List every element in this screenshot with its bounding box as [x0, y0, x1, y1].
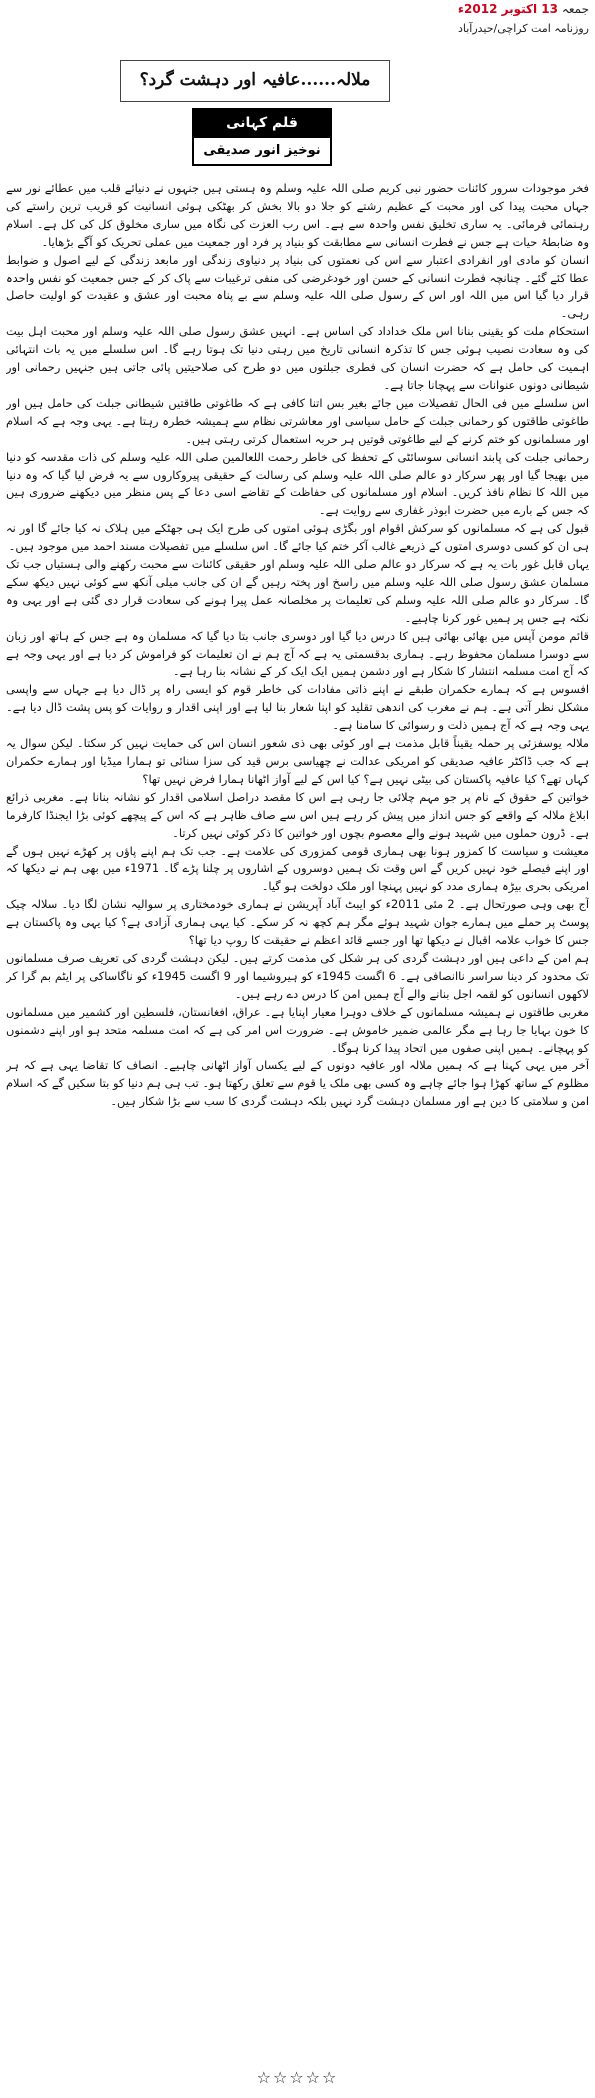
paragraph: انسان کو مادی اور انفرادی اعتبار سے اس کی نعمتوں کی بنیاد پر دنیاوی زندگی اور مابعد زندگی کے لیے اصول و ضوابط عطا کئے گئے۔ چنانچہ فطرت انسانی کے حسن اور خودغرضی کی منفی ترغیبات سے پاک کر کے جس جمعیت کو نفس واحدہ قرار دیا گیا اس میں اللہ اور اس کے رسول صلی اللہ علیہ وسلم سے بے پناہ محبت اور عشق و عقیدت کو اولیت حاصل رہی۔	[6, 252, 589, 321]
paragraph: ملالہ یوسفزئی پر حملہ یقیناً قابل مذمت ہے اور کوئی بھی ذی شعور انسان اس کی حمایت نہیں کر سکتا۔ لیکن سوال یہ ہے کہ جب ڈاکٹر عافیہ صدیقی کو امریکی عدالت نے چھیاسی برس قید کی سزا سنائی تو ہمارا میڈیا اور ہمارے حکمران کہاں تھے؟ کیا عافیہ پاکستان کی بیٹی نہیں ہے؟ کیا اس کے لیے آواز اٹھانا ہمارا فرض نہیں تھا؟	[6, 736, 589, 786]
paragraph: قائم مومن آپس میں بھائی بھائی ہیں کا درس دیا گیا اور دوسری جانب بتا دیا گیا کہ مسلمان وہ ہے جس کے ہاتھ اور زبان سے دوسرا مسلمان محفوظ رہے۔ ہماری بدقسمتی یہ ہے کہ آج ہم نے ان تعلیمات کو فراموش کر دیا ہے اور یہی وجہ ہے کہ آج امت مسلمہ انتشار کا شکار ہے اور دشمن ہمیں ایک ایک کر کے نشانہ بنا رہا ہے۔	[6, 628, 589, 679]
newspaper-source: روزنامہ امت کراچی/حیدرآباد	[457, 22, 589, 35]
date-value: 13 اکتوبر 2012ء	[457, 2, 558, 16]
paragraph: خواتین کے حقوق کے نام پر جو مہم چلائی جا رہی ہے اس کا مقصد دراصل اسلامی اقدار کو نشانہ بنانا ہے۔ مغربی ذرائع ابلاغ ملالہ کے واقعے کو جس انداز میں پیش کر رہے ہیں اس سے صاف ظاہر ہے کہ اس کے پیچھے کوئی بڑا ایجنڈا کارفرما ہے۔ ڈرون حملوں میں شہید ہونے والے معصوم بچوں اور خواتین کا ذکر کوئی نہیں کرتا۔	[6, 789, 589, 840]
author-name: نوخیز انور صدیقی	[194, 136, 330, 164]
paragraph: استحکام ملت کو یقینی بنانا اس ملک خداداد کی اساس ہے۔ انہیں عشق رسول صلی اللہ علیہ وسلم اور محبت اہل بیت کی وہ سعادت نصیب ہوئی جس کا تذکرہ انسانی تاریخ میں رہتی دنیا تک ہوتا رہے گا۔ اس سلسلے میں یہ بات انتہائی اہمیت کی حامل ہے کہ حضرت انسان کی فطری جبلتوں میں دو طرح کی صلاحیتیں پائی جاتی ہیں جنہیں رحمانی اور شیطانی دونوں عنوانات سے پہچانا جاتا ہے۔	[6, 324, 589, 392]
paragraph: آج بھی وہی صورتحال ہے۔ 2 مئی 2011ء کو ایبٹ آباد آپریشن نے ہماری خودمختاری پر سوالیہ نشان لگا دیا۔ سلالہ چیک پوسٹ پر حملے میں ہمارے جوان شہید ہوئے مگر ہم کچھ نہ کر سکے۔ کیا یہی ہماری آزادی ہے؟ کیا یہی وہ پاکستان ہے جس کا خواب علامہ اقبال نے دیکھا تھا اور جسے قائد اعظم نے حقیقت کا روپ دیا تھا؟	[6, 897, 589, 948]
paragraph: مغربی طاقتوں نے ہمیشہ مسلمانوں کے خلاف دوہرا معیار اپنایا ہے۔ عراق، افغانستان، فلسطین اور کشمیر میں مسلمانوں کا خون بہایا جا رہا ہے مگر عالمی ضمیر خاموش ہے۔ ضرورت اس امر کی ہے کہ امت مسلمہ متحد ہو اور اپنے دشمنوں کو پہچانے۔ ہمیں اپنی صفوں میں اتحاد پیدا کرنا ہوگا۔	[6, 1004, 589, 1055]
date-day: جمعہ	[561, 2, 589, 16]
paragraph: قبول کی ہے کہ مسلمانوں کو سرکش اقوام اور بگڑی ہوئی امتوں کی طرح ایک ہی جھٹکے میں ہلاک نہ کیا جائے گا اور نہ ہی ان کو کسی دوسری امتوں کے ذریعے غالب آکر ختم کیا جائے گا۔ اس سلسلے میں تفصیلات مسند احمد میں موجود ہیں۔	[6, 521, 589, 554]
paragraph: افسوس ہے کہ ہمارے حکمران طبقے نے اپنے ذاتی مفادات کی خاطر قوم کو ایسی راہ پر ڈال دیا ہے جہاں سے واپسی مشکل نظر آتی ہے۔ ہم نے مغرب کی اندھی تقلید کو اپنا شعار بنا لیا ہے اور اپنی اقدار و روایات کو پس پشت ڈال دیا ہے۔ یہی وجہ ہے کہ آج ہمیں ذلت و رسوائی کا سامنا ہے۔	[6, 682, 589, 733]
column-name: قلم کہانی	[194, 110, 330, 136]
date-line	[458, 2, 589, 16]
paragraph: رحمانی جبلت کی پابند انسانی سوسائٹی کے تحفظ کی خاطر رحمت اللعالمین صلی اللہ علیہ وسلم کی ذات مقدسہ کو دنیا میں بھیجا گیا اور پھر سرکار دو عالم صلی اللہ علیہ وسلم کی رسالت کے حقیقی پیروکاروں سے یہ فرض لیا گیا کہ وہ دنیا میں اللہ کا نظام نافذ کریں۔ اسلام اور مسلمانوں کی حفاظت کے تقاضے اسی دعا کے پس منظر میں دیکھنے ضروری ہیں کہ جس کے بارے میں حضرت ابوذر غفاری سے روایت ہے۔	[6, 449, 589, 518]
paragraph: ہم امن کے داعی ہیں اور دہشت گردی کی ہر شکل کی مذمت کرتے ہیں۔ لیکن دہشت گردی کی تعریف صرف مسلمانوں تک محدود کر دینا سراسر ناانصافی ہے۔ 6 اگست 1945ء کو ہیروشیما اور 9 اگست 1945ء کو ناگاساکی پر ایٹم بم گرا کر لاکھوں انسانوں کو لقمہ اجل بنانے والے آج ہمیں امن کا درس دے رہے ہیں۔	[6, 950, 589, 1001]
paragraph: فخر موجودات سرور کائنات حضور نبی کریم صلی اللہ علیہ وسلم وہ ہستی ہیں جنہوں نے دنیائے قلب میں عطائے نور سے جہاں محبت پیدا کی اور محبت کے عظیم رشتے کو جلا دو بالا بخش کر بھٹکی ہوئی انسانیت کو قریب ترین راستے کی رہنمائی فرمائی۔ یہ ساری تخلیق نفس واحدہ سے ہے۔ اس رب العزت کی نگاہ میں ساری مخلوق کل کی کل ہے۔ اسلام وہ ضابطۂ حیات ہے جس نے فطرت انسانی سے مطابقت کو بنیاد پر فرد اور جمعیت میں عملی تحریک کو آگے بڑھایا۔	[6, 181, 589, 249]
paragraph: اس سلسلے میں فی الحال تفصیلات میں جائے بغیر بس اتنا کافی ہے کہ طاغوتی طاقتیں شیطانی جبلت کی حامل ہیں اور طاغوتی طاقتوں کو رحمانی جبلت کے حامل سیاسی اور معاشرتی نظام سے ہمیشہ خطرہ رہتا ہے۔ یہی وجہ ہے کہ اسلام اور مسلمانوں کو ختم کرنے کے لیے طاغوتی قوتیں ہر حربہ استعمال کرتی رہتی ہیں۔	[6, 395, 589, 446]
end-mark: ☆☆☆☆☆	[256, 2068, 339, 2087]
article-body	[6, 180, 589, 2046]
paragraph: معیشت و سیاست کا کمزور ہونا بھی ہماری قومی کمزوری کی علامت ہے۔ جب تک ہم اپنے پاؤں پر کھڑے نہیں ہوں گے اور اپنے فیصلے خود نہیں کریں گے اس وقت تک ہمیں دوسروں کے اشاروں پر چلنا پڑے گا۔ 1971ء میں بھی ہم نے دیکھا کہ امریکی بحری بیڑہ ہماری مدد کو نہیں پہنچا اور ملک دولخت ہو گیا۔	[6, 843, 589, 894]
paragraph: آخر میں یہی کہنا ہے کہ ہمیں ملالہ اور عافیہ دونوں کے لیے یکساں آواز اٹھانی چاہیے۔ انصاف کا تقاضا یہی ہے کہ ہر مظلوم کے ساتھ کھڑا ہوا جائے چاہے وہ کسی بھی ملک یا قوم سے تعلق رکھتا ہو۔ تب ہی ہم دنیا کو بتا سکیں گے کہ اسلام امن و سلامتی کا دین ہے اور مسلمان دہشت گرد نہیں بلکہ دہشت گردی کا سب سے بڑا شکار ہیں۔	[6, 1058, 589, 1109]
paragraph: یہاں قابل غور بات یہ ہے کہ سرکار دو عالم صلی اللہ علیہ وسلم اور حقیقی کائنات سے محبت رکھنے والی ہستیاں جب تک مسلمان عشق رسول صلی اللہ علیہ وسلم میں راسخ اور پختہ رہیں گے ان کی جانب میلی آنکھ سے کوئی نہیں دیکھ سکے گا۔ سرکار دو عالم صلی اللہ علیہ وسلم کی تعلیمات پر مخلصانہ عمل پیرا ہونے کی سعادت قرار دی گئی ہے اور یہی وہ نکتہ ہے جس پر ہمیں غور کرنا چاہیے۔	[6, 557, 589, 625]
headline: ملالہ......عافیہ اور دہشت گرد؟	[120, 60, 390, 102]
column-box	[192, 108, 332, 166]
